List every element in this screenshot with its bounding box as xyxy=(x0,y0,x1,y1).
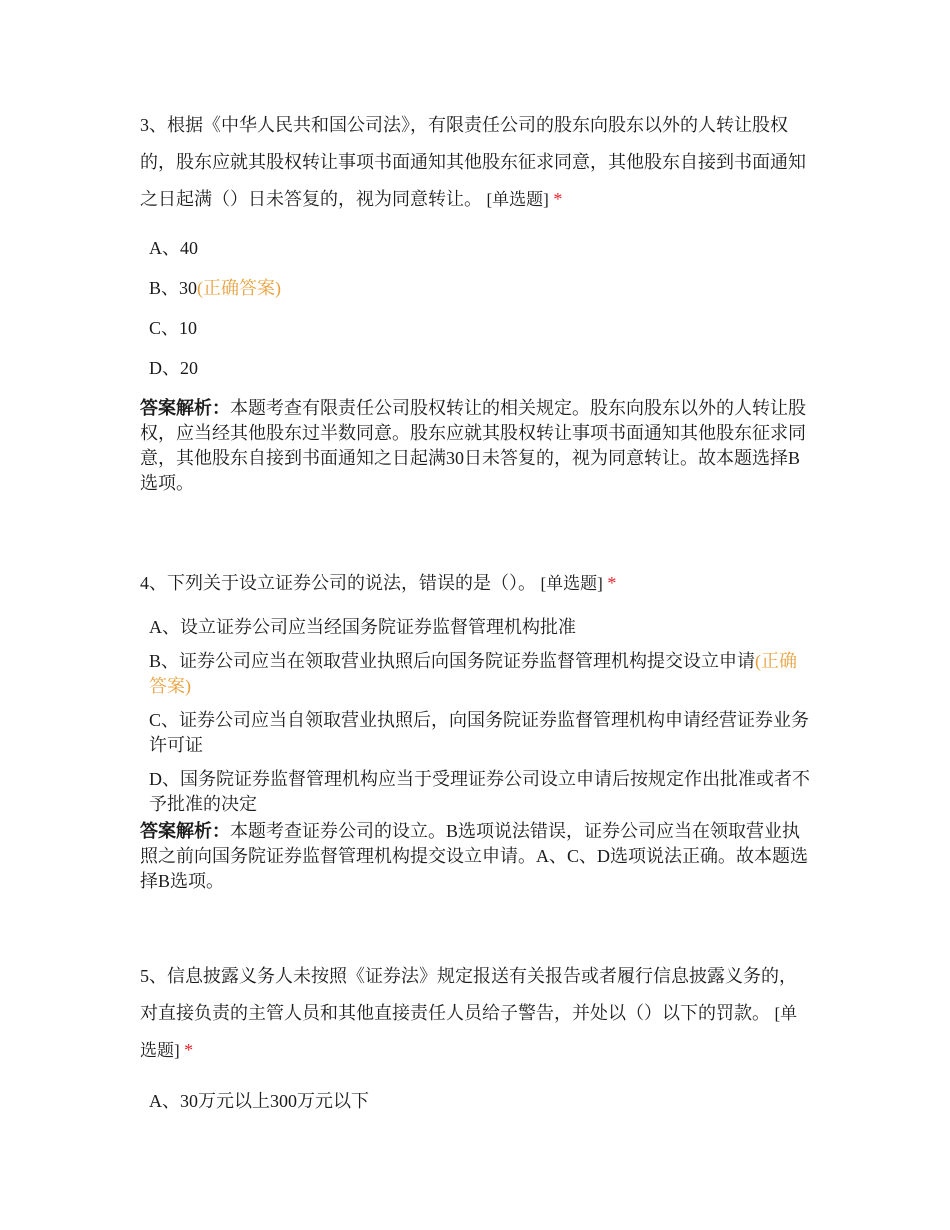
question-3 xyxy=(140,107,812,496)
option-list xyxy=(140,1081,812,1121)
option-text: B、30 xyxy=(149,278,198,298)
option-a[interactable] xyxy=(140,1081,812,1121)
required-mark: * xyxy=(184,1040,194,1060)
option-c[interactable] xyxy=(140,308,812,348)
question-stem-text: 5、信息披露义务人未按照《证券法》规定报送有关报告或者履行信息披露义务的，对直接负责的主管人员和其他直接责任人员给子警告，并处以（）以下的罚款。 xyxy=(140,966,797,1023)
option-text: B、证券公司应当在领取营业执照后向国务院证券监督管理机构提交设立申请 xyxy=(149,651,756,671)
answer-analysis xyxy=(140,396,812,496)
option-text: C、10 xyxy=(149,318,198,338)
option-text: A、30万元以上300万元以下 xyxy=(149,1091,369,1111)
question-stem xyxy=(140,565,812,602)
question-stem-text: 3、根据《中华人民共和国公司法》，有限责任公司的股东向股东以外的人转让股权的，股东应就其股权转让事项书面通知其他股东征求同意，其他股东自接到书面通知之日起满（）日未答复的，视为同意转让。 xyxy=(140,115,806,209)
option-b[interactable] xyxy=(140,268,812,308)
option-list xyxy=(140,615,812,817)
answer-analysis xyxy=(140,819,812,894)
required-mark: * xyxy=(553,189,563,209)
option-text: D、国务院证券监督管理机构应当于受理证券公司设立申请后按规定作出批准或者不予批准的决定 xyxy=(149,769,810,814)
option-c[interactable] xyxy=(140,708,812,758)
option-list xyxy=(140,228,812,388)
option-d[interactable] xyxy=(140,348,812,388)
option-text: D、20 xyxy=(149,358,198,378)
question-5 xyxy=(140,958,812,1121)
correct-answer-tag: (正确答案) xyxy=(197,278,282,298)
analysis-text: 本题考查证券公司的设立。B选项说法错误，证券公司应当在领取营业执照之前向国务院证券监督管理机构提交设立申请。A、C、D选项说法正确。故本题选择B选项。 xyxy=(140,821,809,891)
correct-answer-tag: (正确答案) xyxy=(149,651,798,696)
question-type-label: [单选题] xyxy=(540,574,603,593)
question-type-label: [单选题] xyxy=(486,190,549,209)
analysis-label: 答案解析： xyxy=(140,398,230,418)
option-b[interactable] xyxy=(140,649,812,699)
option-text: C、证券公司应当自领取营业执照后，向国务院证券监督管理机构申请经营证券业务许可证 xyxy=(149,710,810,755)
option-text: A、设立证券公司应当经国务院证券监督管理机构批准 xyxy=(149,617,576,637)
required-mark: * xyxy=(607,573,617,593)
analysis-text: 本题考查有限责任公司股权转让的相关规定。股东向股东以外的人转让股权，应当经其他股东过半数同意。股东应就其股权转让事项书面通知其他股东征求同意，其他股东自接到书面通知之日起满30日未答复的，视为同意转让。故本题选择B选项。 xyxy=(140,398,806,493)
analysis-label: 答案解析： xyxy=(140,821,230,841)
option-text: A、40 xyxy=(149,238,198,258)
option-a[interactable] xyxy=(140,615,812,640)
question-stem xyxy=(140,107,812,218)
option-d[interactable] xyxy=(140,767,812,817)
question-4 xyxy=(140,565,812,894)
question-type-label: [单选题] xyxy=(140,1004,798,1060)
option-a[interactable] xyxy=(140,228,812,268)
question-stem-text: 4、下列关于设立证券公司的说法，错误的是（）。 xyxy=(140,573,536,593)
question-stem xyxy=(140,958,812,1069)
